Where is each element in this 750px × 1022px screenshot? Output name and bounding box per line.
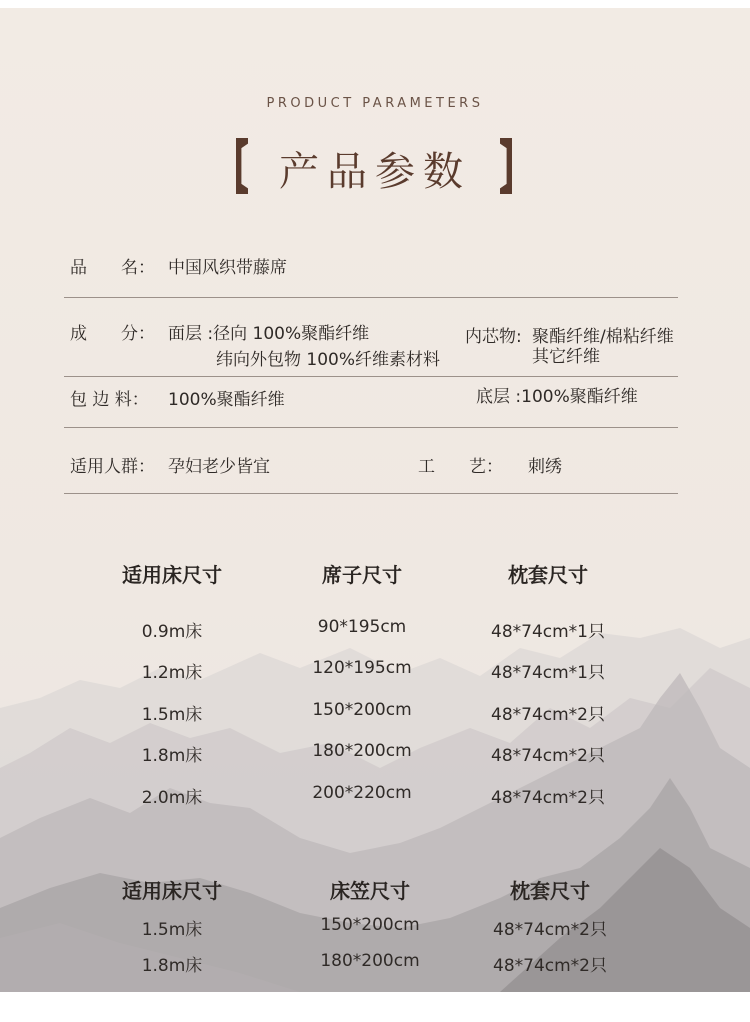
- content-panel: [0, 8, 750, 992]
- table-cell: 1.5m床: [141, 705, 203, 725]
- table-header: 床笠尺寸: [330, 879, 410, 903]
- table-cell: 2.0m床: [141, 788, 203, 808]
- table-cell: 48*74cm*2只: [491, 705, 605, 725]
- craft-value: 刺绣: [528, 457, 562, 477]
- table-cell: 150*200cm: [320, 915, 420, 935]
- table-cell: 48*74cm*2只: [493, 920, 607, 940]
- inner-core-line-1: 聚酯纤维/棉粘纤维: [532, 327, 674, 347]
- page-title: 产品参数: [279, 149, 471, 195]
- table-cell: 150*200cm: [312, 700, 412, 720]
- table-cell: 200*220cm: [312, 783, 412, 803]
- composition-line-1: 面层 :径向 100%聚酯纤维: [168, 324, 370, 344]
- table-cell: 1.8m床: [141, 746, 203, 766]
- divider: [64, 297, 678, 298]
- table-cell: 48*74cm*2只: [491, 788, 605, 808]
- table-header: 枕套尺寸: [510, 879, 590, 903]
- name-value: 中国风织带藤席: [168, 258, 287, 278]
- edging-label: 包 边 料：: [70, 390, 149, 410]
- composition-line-2: 纬向外包物 100%纤维素材料: [216, 350, 441, 370]
- table-cell: 120*195cm: [312, 658, 412, 678]
- table-header: 适用床尺寸: [122, 563, 222, 587]
- table-header: 枕套尺寸: [508, 563, 588, 587]
- right-bracket-icon: [500, 138, 512, 194]
- table-cell: 48*74cm*2只: [493, 956, 607, 976]
- table-header: 席子尺寸: [322, 563, 402, 587]
- audience-label: 适用人群：: [70, 457, 155, 477]
- table-cell: 48*74cm*1只: [491, 622, 605, 642]
- table-header: 适用床尺寸: [122, 879, 222, 903]
- audience-value: 孕妇老少皆宜: [168, 457, 270, 477]
- english-subtitle: PRODUCT PARAMETERS: [266, 96, 484, 111]
- table-cell: 0.9m床: [141, 622, 203, 642]
- inner-core-label: 内芯物:: [465, 327, 522, 347]
- table-cell: 180*200cm: [312, 741, 412, 761]
- table-cell: 90*195cm: [317, 617, 407, 637]
- edging-value: 100%聚酯纤维: [168, 390, 285, 410]
- table-cell: 1.8m床: [141, 956, 203, 976]
- table-cell: 180*200cm: [320, 951, 420, 971]
- bottom-layer-value: 底层 :100%聚酯纤维: [476, 387, 638, 407]
- left-bracket-icon: [236, 138, 248, 194]
- table-cell: 48*74cm*2只: [491, 746, 605, 766]
- divider: [64, 427, 678, 428]
- table-cell: 1.2m床: [141, 663, 203, 683]
- divider: [64, 376, 678, 377]
- divider: [64, 493, 678, 494]
- composition-label: 成 分：: [70, 324, 155, 344]
- table-cell: 48*74cm*1只: [491, 663, 605, 683]
- name-label: 品 名：: [70, 258, 155, 278]
- inner-core-line-2: 其它纤维: [532, 347, 600, 367]
- title-block: [0, 138, 750, 198]
- craft-label: 工 艺：: [418, 457, 503, 477]
- table-cell: 1.5m床: [141, 920, 203, 940]
